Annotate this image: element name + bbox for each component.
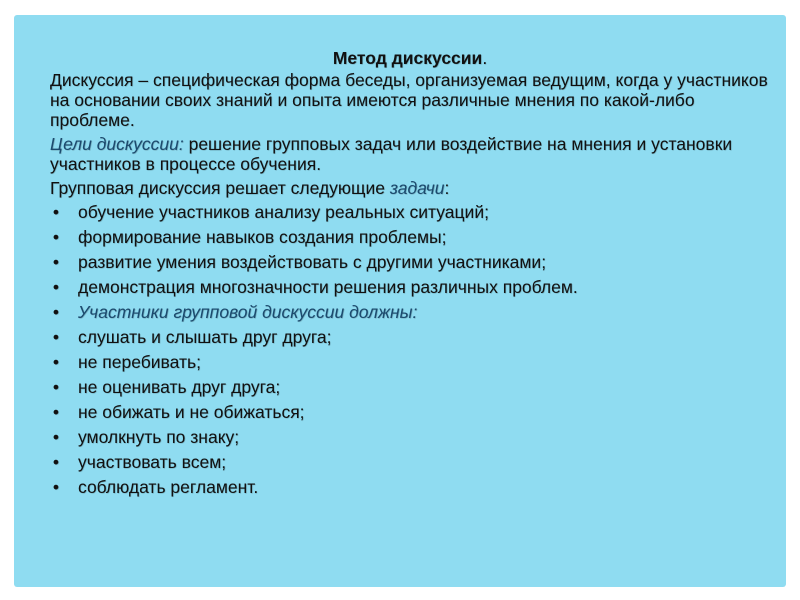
- bullet-icon: •: [52, 202, 60, 222]
- title-punct: .: [482, 48, 488, 68]
- list-item: • развитие умения воздействовать с другими участниками;: [50, 252, 770, 272]
- bullet-icon: •: [52, 302, 60, 322]
- definition-paragraph: Дискуссия – специфическая форма беседы, организуемая ведущим, когда у участников на основании своих знаний и опыта имеются различные мнения по какой-либо проблеме.: [50, 70, 768, 130]
- slide-title: [50, 48, 770, 68]
- bullet-icon: •: [52, 477, 60, 497]
- tasks-intro-prefix: Групповая дискуссия решает следующие: [50, 178, 390, 198]
- tasks-intro-suffix: :: [444, 178, 450, 198]
- list-item: • не перебивать;: [50, 352, 770, 372]
- bullet-icon: •: [52, 402, 60, 422]
- list-item: • умолкнуть по знаку;: [50, 427, 770, 447]
- bullet-list: [50, 202, 770, 497]
- list-item-heading: • Участники групповой дискуссии должны:: [50, 302, 770, 322]
- bullet-icon: •: [52, 277, 60, 297]
- tasks-intro-italic: задачи: [389, 178, 445, 198]
- tasks-intro: [50, 178, 770, 198]
- goals-text: решение групповых задач или воздействие на мнения и установки участников в процессе обучения.: [50, 134, 733, 174]
- bullet-icon: •: [52, 327, 60, 347]
- list-item: • не обижать и не обижаться;: [50, 402, 770, 422]
- slide-content: [50, 48, 770, 502]
- bullet-icon: •: [52, 377, 60, 397]
- list-item: • демонстрация многозначности решения различных проблем.: [50, 277, 770, 297]
- goals-paragraph: [50, 134, 770, 174]
- list-item: • обучение участников анализу реальных ситуаций;: [50, 202, 770, 222]
- list-item: • соблюдать регламент.: [50, 477, 770, 497]
- list-item: • не оценивать друг друга;: [50, 377, 770, 397]
- list-item: • формирование навыков создания проблемы;: [50, 227, 770, 247]
- bullet-icon: •: [52, 452, 60, 472]
- list-item: • слушать и слышать друг друга;: [50, 327, 770, 347]
- bullet-icon: •: [52, 252, 60, 272]
- bullet-icon: •: [52, 227, 60, 247]
- goals-label: Цели дискуссии:: [50, 134, 184, 154]
- bullet-icon: •: [52, 427, 60, 447]
- bullet-icon: •: [52, 352, 60, 372]
- slide: [14, 15, 786, 587]
- title-text: Метод дискуссии: [332, 48, 483, 68]
- list-item: • участвовать всем;: [50, 452, 770, 472]
